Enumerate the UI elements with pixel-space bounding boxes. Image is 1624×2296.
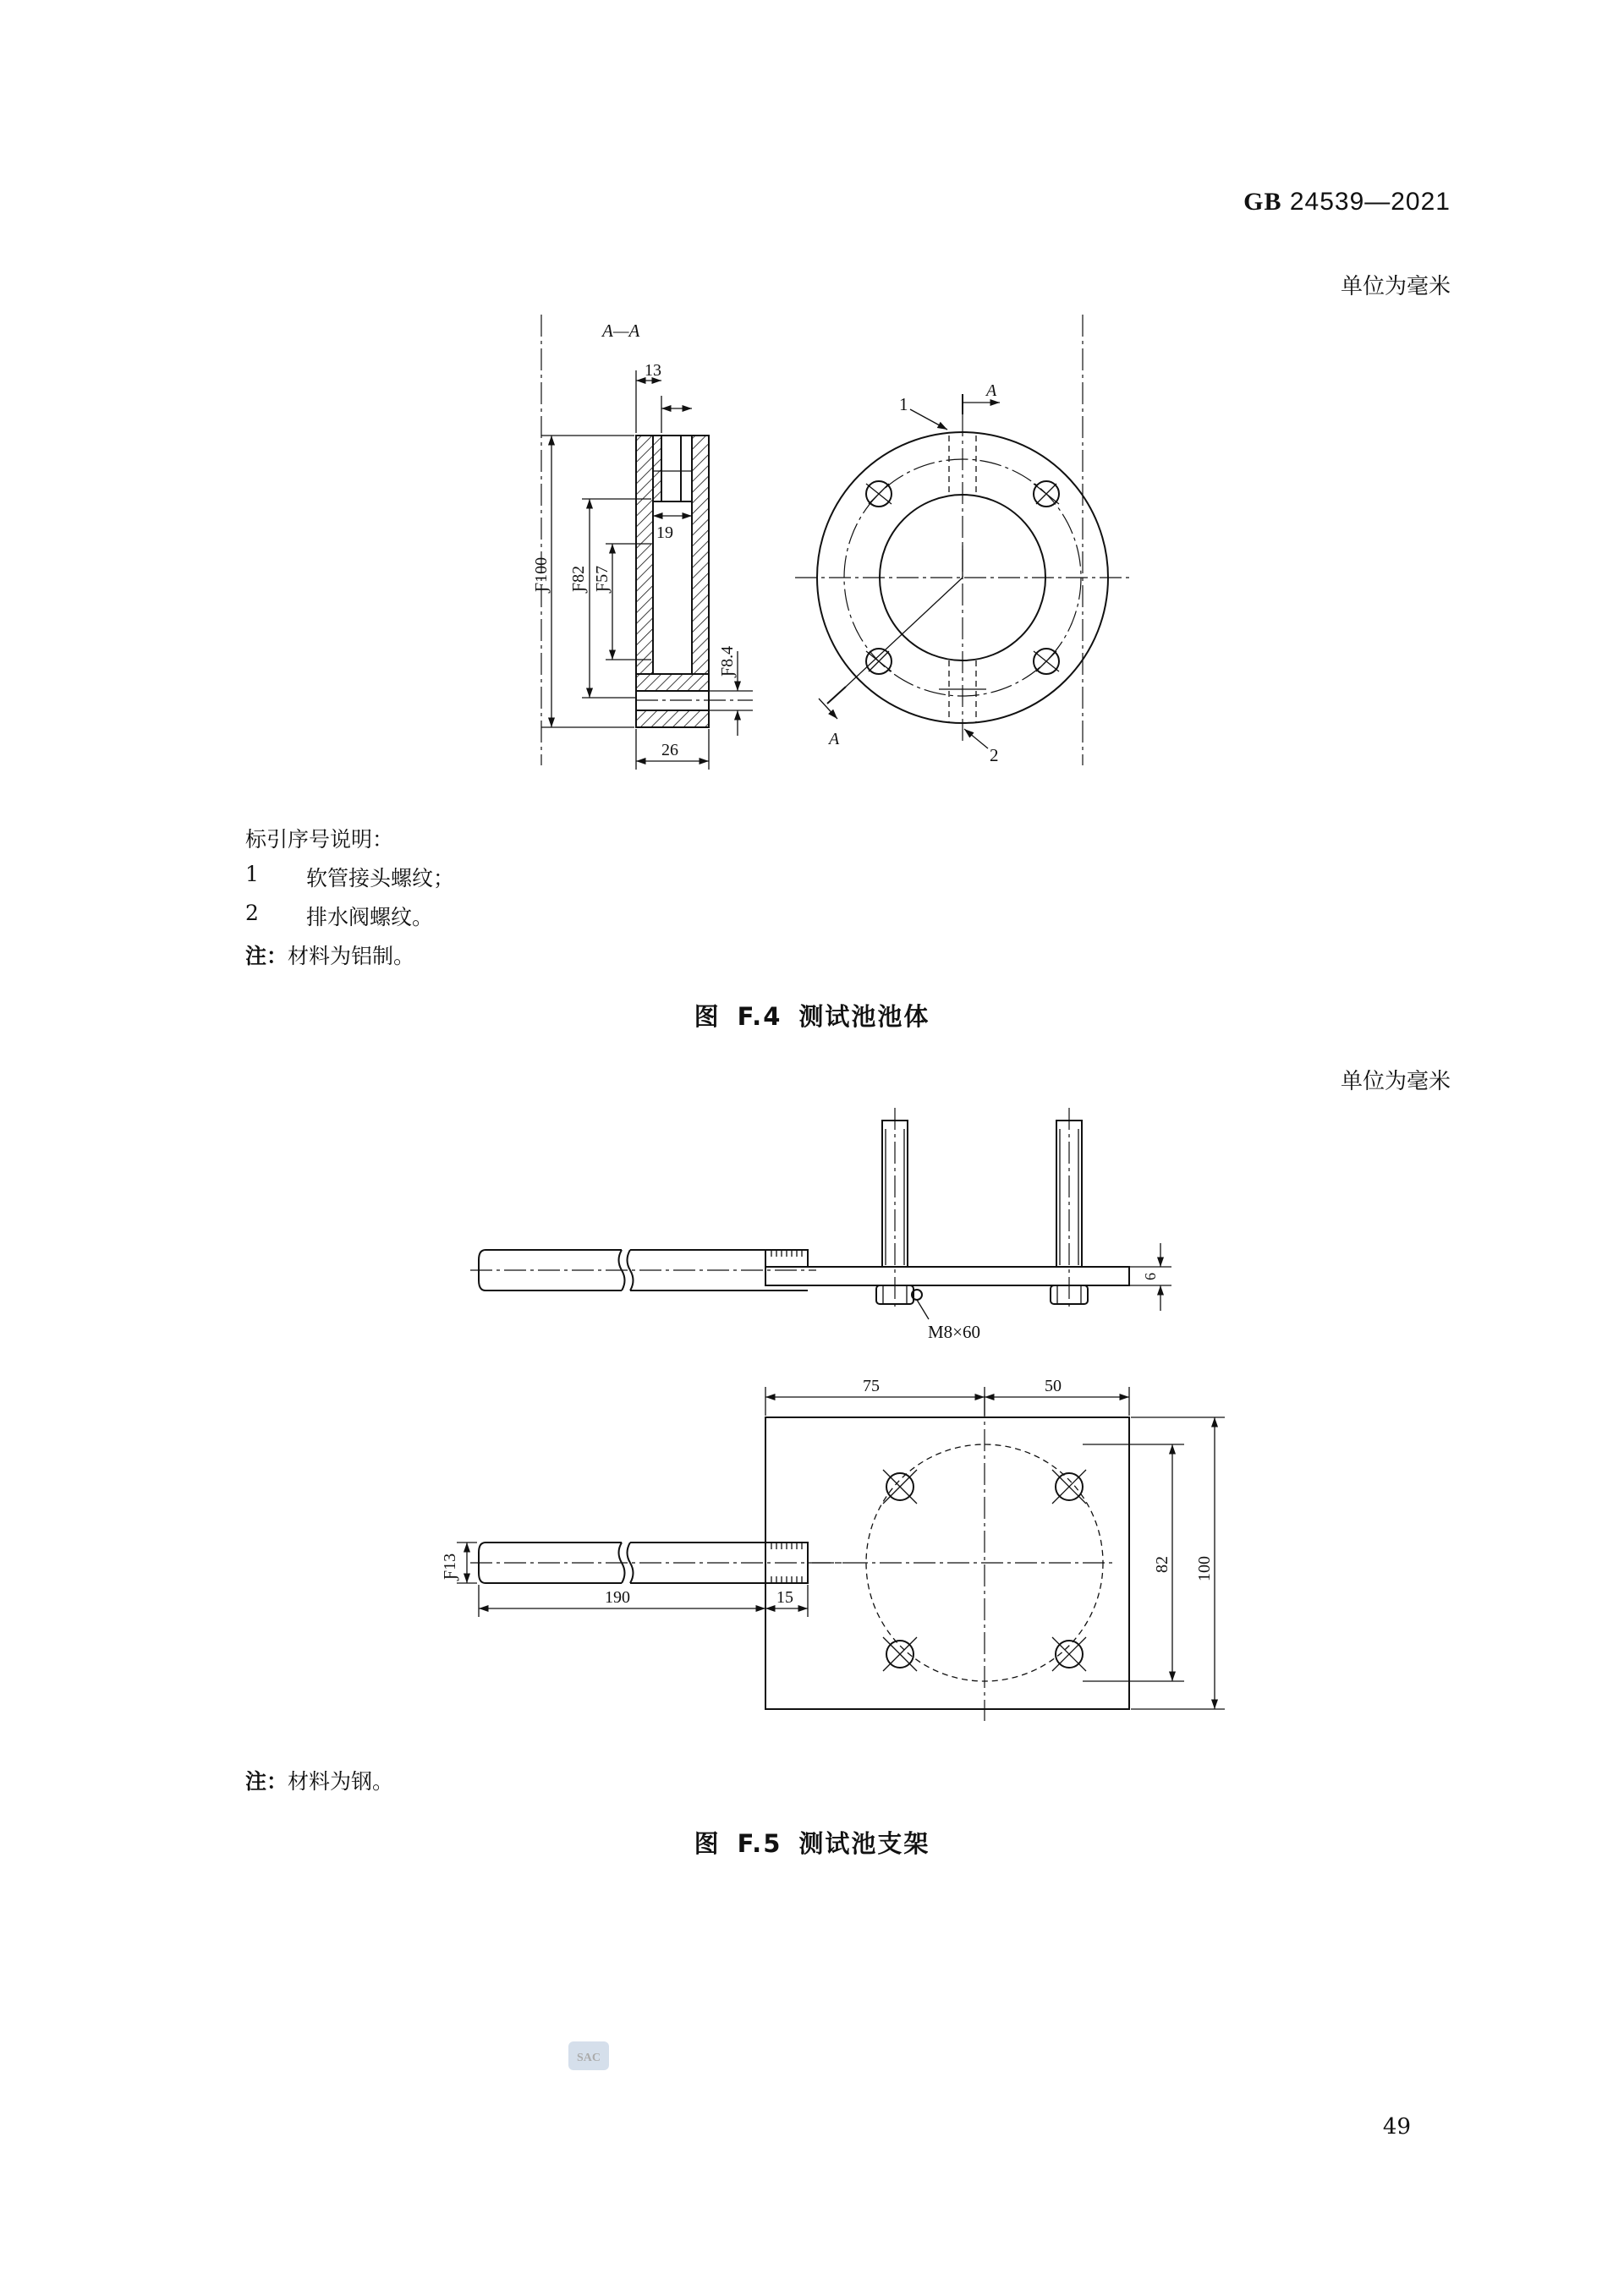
fig-f5-top-view: [441, 1377, 1225, 1721]
dim-100: 100: [1195, 1556, 1214, 1581]
base-plate-side: [765, 1267, 1129, 1285]
fig-f4-unit-note: 单位为毫米: [1340, 274, 1451, 299]
bolt-label: M8×60: [928, 1322, 981, 1342]
dim-f13: Ƒ13: [441, 1553, 459, 1580]
fig-f5-caption: [0, 1825, 1624, 1860]
dim-f57: Ƒ57: [593, 565, 612, 592]
section-mark-bottom: A: [829, 730, 840, 748]
dim-190: 190: [605, 1588, 630, 1607]
svg-text:SAC: SAC: [576, 2052, 601, 2064]
caption-prefix: 图: [694, 1829, 721, 1858]
bolt-1: [876, 1108, 922, 1311]
dim-13: 13: [645, 361, 661, 380]
note-label: 注：: [245, 1769, 288, 1794]
caption-number: F.5: [737, 1829, 782, 1858]
fig-f5-side-view: [470, 1108, 1171, 1342]
caption-title: 测试池池体: [798, 1002, 930, 1031]
note-label: 注：: [245, 944, 288, 968]
dim-75: 75: [863, 1377, 880, 1395]
legend-item-2-text: 排水阀螺纹。: [306, 905, 434, 929]
standard-number: 24539—2021: [1289, 188, 1451, 216]
note-text: 材料为铝制。: [288, 944, 415, 968]
dim-26: 26: [661, 741, 678, 759]
legend-title: 标引序号说明：: [245, 827, 394, 852]
left-wall-hatch: [636, 436, 653, 674]
callout-1: 1: [899, 394, 908, 414]
bolt-2: [1051, 1108, 1088, 1311]
dim-f8-4: Ƒ8.4: [718, 645, 737, 677]
fig-f5-unit-note: 单位为毫米: [1340, 1069, 1451, 1094]
dim-f100: Ƒ100: [532, 556, 551, 592]
note-text: 材料为钢。: [288, 1769, 394, 1794]
page-number: 49: [1382, 2114, 1411, 2140]
fig-f4-note: [245, 940, 414, 970]
standard-prefix: GB: [1243, 188, 1282, 216]
dim-6: 6: [1142, 1273, 1159, 1280]
right-wall-hatch: [692, 436, 709, 674]
bottom-hatch-upper: [636, 674, 709, 691]
fig-f5-note: [245, 1765, 393, 1795]
dim-f82: Ƒ82: [569, 565, 588, 592]
callout-2: 2: [990, 745, 999, 765]
caption-number: F.4: [737, 1002, 782, 1031]
caption-title: 测试池支架: [798, 1829, 930, 1858]
hose-port-hatch: [653, 436, 661, 501]
dim-19: 19: [656, 523, 673, 542]
section-mark-top: A: [986, 381, 997, 400]
caption-prefix: 图: [694, 1002, 721, 1031]
fig-f4-section-view: [532, 315, 753, 770]
dim-50: 50: [1045, 1377, 1062, 1395]
legend-item-2-number: 2: [245, 901, 259, 925]
bottom-hatch-lower: [636, 710, 709, 727]
legend-item-1-number: 1: [245, 862, 259, 886]
dim-15: 15: [776, 1588, 793, 1607]
dim-82: 82: [1153, 1556, 1171, 1573]
section-label: A—A: [602, 321, 640, 341]
fig-f4-caption: [0, 998, 1624, 1033]
sac-watermark-logo: [567, 2038, 611, 2074]
fig-f4-plan-view: [795, 315, 1130, 765]
legend-item-1-text: 软管接头螺纹；: [306, 866, 455, 890]
